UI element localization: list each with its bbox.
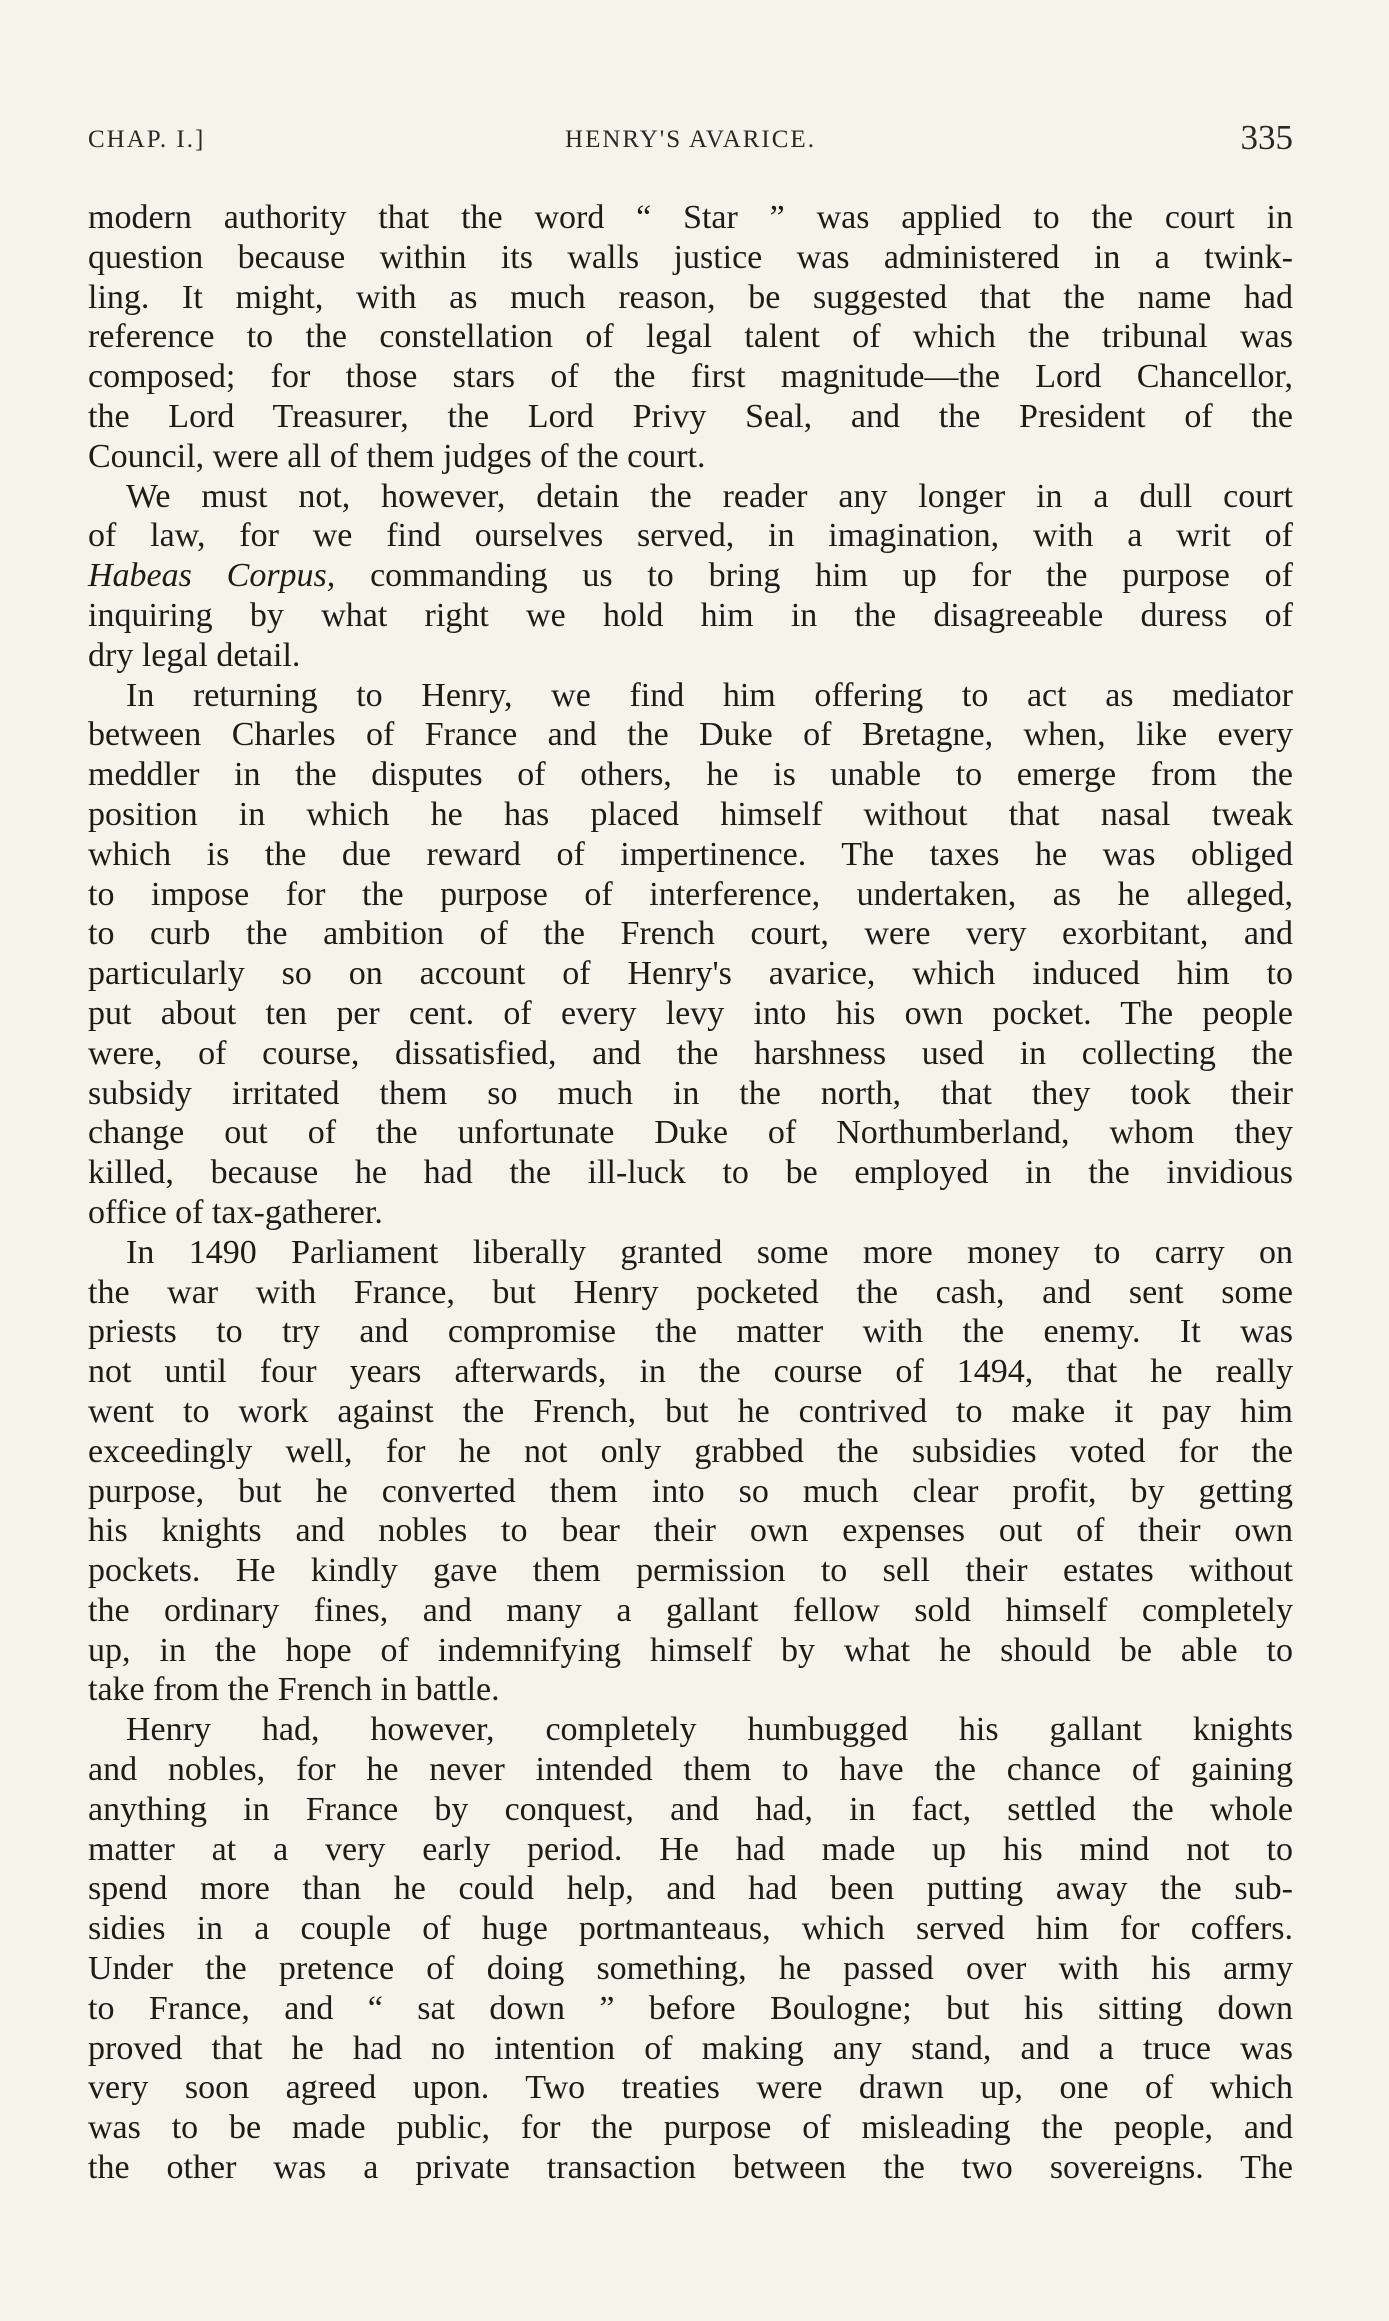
text-line: reference to the constellation of legal talent of which the tribunal was [88,318,1293,356]
chapter-label: CHAP. I.] [88,126,206,153]
paragraph-end-line: Council, were all of them judges of the court. [88,437,706,475]
text-line: of law, for we find ourselves served, in imagination, with a writ of [88,517,1293,555]
text-line: particularly so on account of Henry's avarice, which induced him to [88,955,1293,993]
text-line: which is the due reward of impertinence. The taxes he was obliged [88,835,1293,873]
text-line: exceedingly well, for he not only grabbed the subsidies voted for the [88,1432,1293,1470]
line-remainder: commanding us to bring him up for the purpose of [335,557,1293,595]
running-title: HENRY'S AVARICE. [565,126,816,153]
text-line: position in which he has placed himself without that nasal tweak [88,795,1293,833]
text-line: up, in the hope of indemnifying himself by what he should be able to [88,1631,1293,1669]
text-line: to curb the ambition of the French court, were very exorbitant, and [88,915,1293,953]
text-line: to impose for the purpose of interference, undertaken, as he alleged, [88,875,1293,913]
paragraph-start-line: We must not, however, detain the reader any longer in a dull court [126,477,1293,515]
text-line: inquiring by what right we hold him in the disagreeable duress of [88,596,1293,634]
text-line: and nobles, for he never intended them to have the chance of gaining [88,1751,1293,1789]
text-line: the ordinary fines, and many a gallant fellow sold himself completely [88,1591,1293,1629]
text-line: spend more than he could help, and had been putting away the sub- [88,1870,1293,1908]
text-line: change out of the unfortunate Duke of Northumberland, whom they [88,1114,1293,1152]
text-line: not until four years afterwards, in the course of 1494, that he really [88,1353,1293,1391]
body-text [88,198,1293,2188]
text-line: went to work against the French, but he contrived to make it pay him [88,1392,1293,1430]
text-line: composed; for those stars of the first magnitude—the Lord Chancellor, [88,358,1293,396]
text-line: the other was a private transaction between the two sovereigns. The [88,2149,1293,2187]
text-line: the war with France, but Henry pocketed the cash, and sent some [88,1273,1293,1311]
text-line: ling. It might, with as much reason, be suggested that the name had [88,278,1293,316]
text-line: killed, because he had the ill-luck to be employed in the invidious [88,1154,1293,1192]
text-line: proved that he had no intention of making any stand, and a truce was [88,2029,1293,2067]
paragraph-end-line: take from the French in battle. [88,1671,500,1709]
text-line: priests to try and compromise the matter with the enemy. It was [88,1313,1293,1351]
paragraph-end-line: office of tax-gatherer. [88,1193,383,1231]
text-line: purpose, but he converted them into so much clear profit, by getting [88,1472,1293,1510]
text-line: modern authority that the word “ Star ” was applied to the court in [88,199,1293,236]
latin-term: Habeas Corpus, [88,557,336,595]
text-line: very soon agreed upon. Two treaties were drawn up, one of which [88,2069,1293,2107]
text-line: between Charles of France and the Duke of Bretagne, when, like every [88,716,1293,754]
page-number: 335 [1240,118,1293,157]
paragraph-start-line: In 1490 Parliament liberally granted some more money to carry on [126,1233,1293,1271]
text-line: Under the pretence of doing something, he passed over with his army [88,1950,1293,1988]
paragraph-start-line: In returning to Henry, we find him offering to act as mediator [126,676,1293,714]
text-line: sidies in a couple of huge portmanteaus, which served him for coffers. [88,1910,1293,1948]
text-line: matter at a very early period. He had made up his mind not to [88,1830,1293,1868]
text-line: were, of course, dissatisfied, and the harshness used in collecting the [88,1034,1293,1072]
text-line: subsidy irritated them so much in the north, that they took their [88,1074,1293,1112]
text-line: was to be made public, for the purpose of misleading the people, and [88,2109,1293,2147]
text-line: to France, and “ sat down ” before Boulogne; but his sitting down [88,1989,1293,2027]
text-line: question because within its walls justice was administered in a twink- [88,238,1293,276]
text-line: put about ten per cent. of every levy into his own pocket. The people [88,994,1293,1032]
text-line: his knights and nobles to bear their own expenses out of their own [88,1512,1293,1550]
running-header [88,118,1293,168]
text-line: the Lord Treasurer, the Lord Privy Seal, and the President of the [88,397,1293,435]
paragraph-end-line: dry legal detail. [88,636,301,674]
text-line [88,556,1293,596]
text-line: anything in France by conquest, and had, in fact, settled the whole [88,1790,1293,1828]
text-line: pockets. He kindly gave them permission to sell their estates without [88,1552,1293,1590]
text-line: meddler in the disputes of others, he is unable to emerge from the [88,756,1293,794]
paragraph-start-line: Henry had, however, completely humbugged his gallant knights [126,1711,1293,1749]
